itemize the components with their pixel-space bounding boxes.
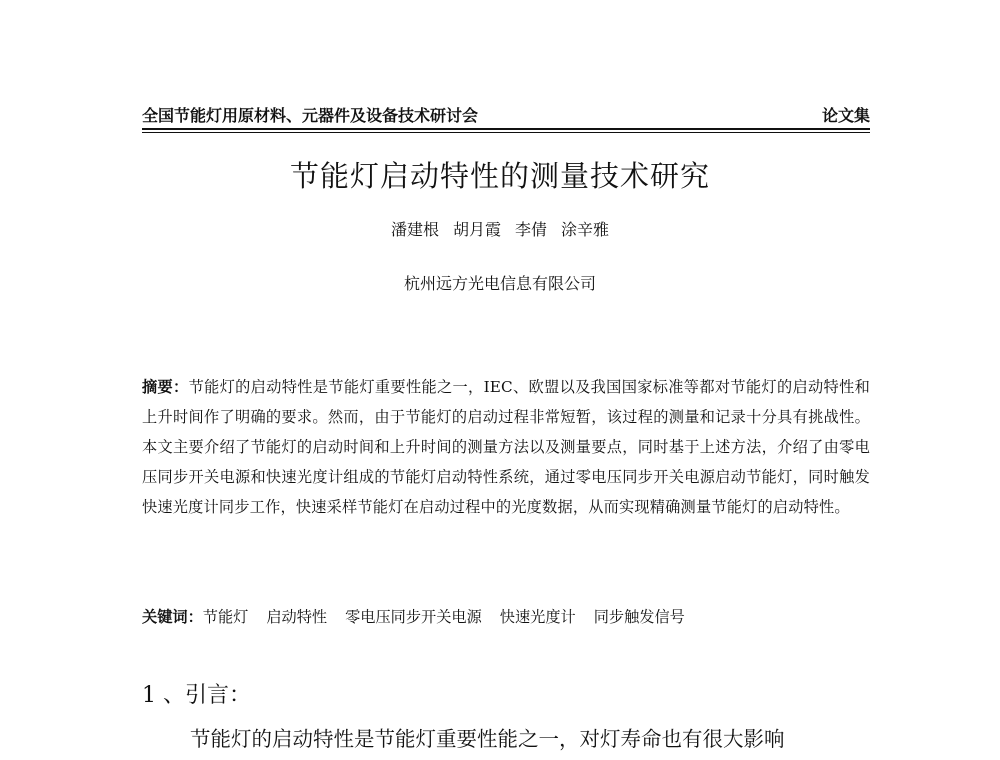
section-heading-introduction: 1 、引言： xyxy=(142,683,251,708)
author-name: 潘建根 xyxy=(390,220,439,239)
keyword-item: 零电压同步开关电源 xyxy=(345,608,482,626)
conference-name: 全国节能灯用原材料、元器件及设备技术研讨会 xyxy=(142,106,479,125)
author-name: 涂辛雅 xyxy=(561,220,610,239)
abstract-text: 节能灯的启动特性是节能灯重要性能之一，IEC、欧盟以及我国国家标准等都对节能灯的启动特性和上升时间作了明确的要求。然而，由于节能灯的启动过程非常短暂，该过程的测量和记录十分具有挑战性。本文主要介绍了节能灯的启动时间和上升时间的测量方法以及测量要点，同时基于上述方法，介绍了由零电压同步开关电源和快速光度计组成的节能灯启动特性系统，通过零电压同步开关电源启动节能灯，同时触发快速光度计同步工作，快速采样节能灯在启动过程中的光度数据，从而实现精确测量节能灯的启动特性。 xyxy=(142,378,870,516)
keyword-item: 启动特性 xyxy=(266,608,328,626)
header-rule xyxy=(142,128,870,130)
author-name: 胡月霞 xyxy=(452,220,501,239)
author-name: 李倩 xyxy=(515,220,548,239)
body-paragraph: 节能灯的启动特性是节能灯重要性能之一，对灯寿命也有很大影响 xyxy=(190,727,785,751)
abstract xyxy=(142,372,870,522)
paper-title: 节能灯启动特性的测量技术研究 xyxy=(289,159,710,193)
collection-label: 论文集 xyxy=(821,106,870,125)
keyword-item: 节能灯 xyxy=(202,608,249,626)
header-rule-thin xyxy=(142,132,870,133)
affiliation: 杭州远方光电信息有限公司 xyxy=(403,274,596,293)
keyword-item: 快速光度计 xyxy=(499,608,576,626)
keywords-label: 关键词： xyxy=(142,608,203,626)
keywords xyxy=(142,602,870,632)
abstract-label: 摘要： xyxy=(142,378,189,396)
author-list xyxy=(0,218,1000,242)
keyword-item: 同步触发信号 xyxy=(593,608,685,626)
running-header xyxy=(142,102,870,130)
